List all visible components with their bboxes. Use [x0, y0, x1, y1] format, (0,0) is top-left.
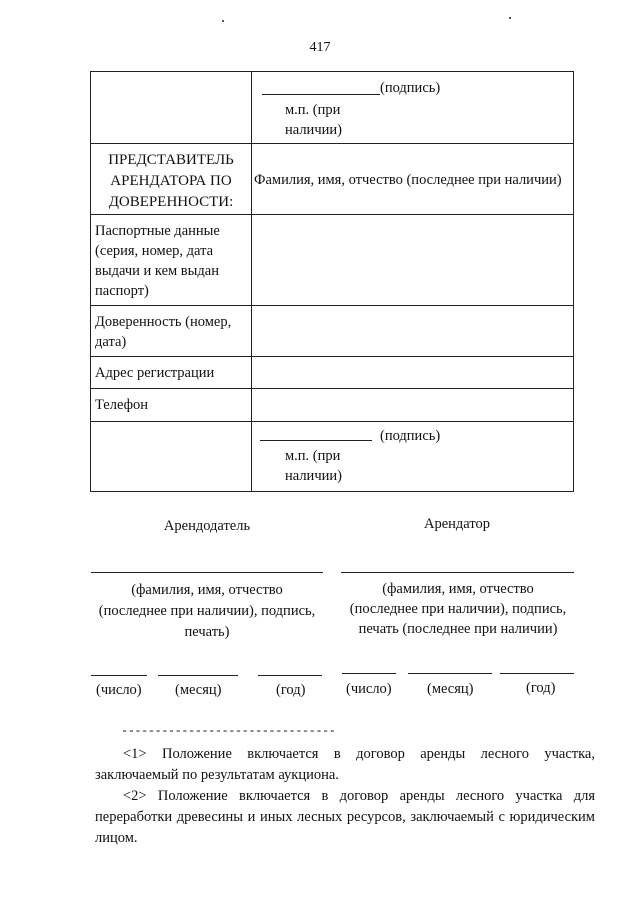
- lessee-caption: [336, 579, 580, 639]
- table-row: [91, 422, 574, 492]
- signature-cell: [252, 422, 574, 492]
- representative-table: [90, 71, 574, 492]
- signature-line: [262, 94, 380, 95]
- lessee-title: Арендатор: [423, 516, 490, 532]
- label-line: дата): [95, 334, 127, 350]
- phone-label: Телефон: [91, 389, 252, 422]
- table-row: [91, 72, 574, 144]
- lessee-year-line: [500, 673, 574, 674]
- lessor-caption: [82, 580, 332, 643]
- table-cell: [91, 72, 252, 144]
- scan-speck: [222, 20, 224, 22]
- lessor-day-line: [91, 675, 147, 676]
- lessee-day-caption: (число): [346, 681, 392, 697]
- signature-label: (подпись): [380, 428, 441, 444]
- caption-line: (последнее при наличии), подпись,: [349, 601, 567, 617]
- full-name-cell: [252, 144, 574, 215]
- label-line: ДОВЕРЕННОСТИ:: [108, 194, 234, 210]
- label-line: ПРЕДСТАВИТЕЛЬ: [108, 152, 234, 168]
- caption-line: печать): [184, 624, 230, 640]
- label-line: (серия, номер, дата: [95, 243, 214, 259]
- phone-value-cell[interactable]: [252, 389, 574, 422]
- passport-value-cell[interactable]: [252, 215, 574, 306]
- representative-label: [91, 144, 252, 215]
- lessor-month-line: [158, 675, 238, 676]
- power-of-attorney-value-cell[interactable]: [252, 306, 574, 357]
- address-value-cell[interactable]: [252, 357, 574, 389]
- stamp-note-line1: м.п. (при: [285, 448, 341, 464]
- lessor-year-caption: (год): [276, 682, 306, 698]
- label-line: выдачи и кем выдан: [95, 263, 219, 279]
- table-cell: [91, 422, 252, 492]
- table-row: [91, 306, 574, 357]
- address-label: Адрес регистрации: [91, 357, 252, 389]
- stamp-note-line2: наличии): [285, 122, 342, 138]
- table-row: [91, 215, 574, 306]
- table-row: [91, 389, 574, 422]
- lessee-year-caption: (год): [526, 680, 556, 696]
- lessee-signature-line: [341, 572, 574, 573]
- label-line: Паспортные данные: [95, 223, 220, 239]
- stamp-note-line2: наличии): [285, 468, 342, 484]
- lessor-signature-line: [91, 572, 323, 573]
- lessor-year-line: [258, 675, 322, 676]
- lessor-day-caption: (число): [96, 682, 142, 698]
- caption-line: печать (последнее при наличии): [358, 621, 558, 637]
- full-name-caption: Фамилия, имя, отчество (последнее при наличии): [254, 172, 562, 188]
- power-of-attorney-label: [91, 306, 252, 357]
- footnote-separator: --------------------------------: [121, 724, 336, 738]
- table-row: [91, 144, 574, 215]
- label-line: паспорт): [95, 283, 149, 299]
- caption-line: (фамилия, имя, отчество: [382, 581, 534, 597]
- lessor-title: Арендодатель: [163, 518, 251, 534]
- label-line: Доверенность (номер,: [95, 314, 232, 330]
- lessee-month-caption: (месяц): [427, 681, 474, 697]
- lessor-month-caption: (месяц): [175, 682, 222, 698]
- signature-line: [260, 440, 372, 441]
- lessee-month-line: [408, 673, 492, 674]
- stamp-note-line1: м.п. (при: [285, 102, 341, 118]
- caption-line: (последнее при наличии), подпись,: [98, 603, 316, 619]
- passport-label: [91, 215, 252, 306]
- footnote-2: <2> Положение включается в договор аренды лесного участка для переработки древесины и иных лесных ресурсов, заключаемый с юридическим лицом.: [95, 788, 595, 846]
- label-line: АРЕНДАТОРА ПО: [110, 173, 232, 189]
- table-row: [91, 357, 574, 389]
- footnote-1: <1> Положение включается в договор аренды лесного участка, заключаемый по результатам аукциона.: [95, 746, 595, 783]
- page-number: 417: [309, 40, 331, 55]
- scan-speck: [509, 17, 511, 19]
- lessee-day-line: [342, 673, 396, 674]
- signature-label: (подпись): [380, 80, 441, 96]
- signature-cell: [252, 72, 574, 144]
- caption-line: (фамилия, имя, отчество: [131, 582, 283, 598]
